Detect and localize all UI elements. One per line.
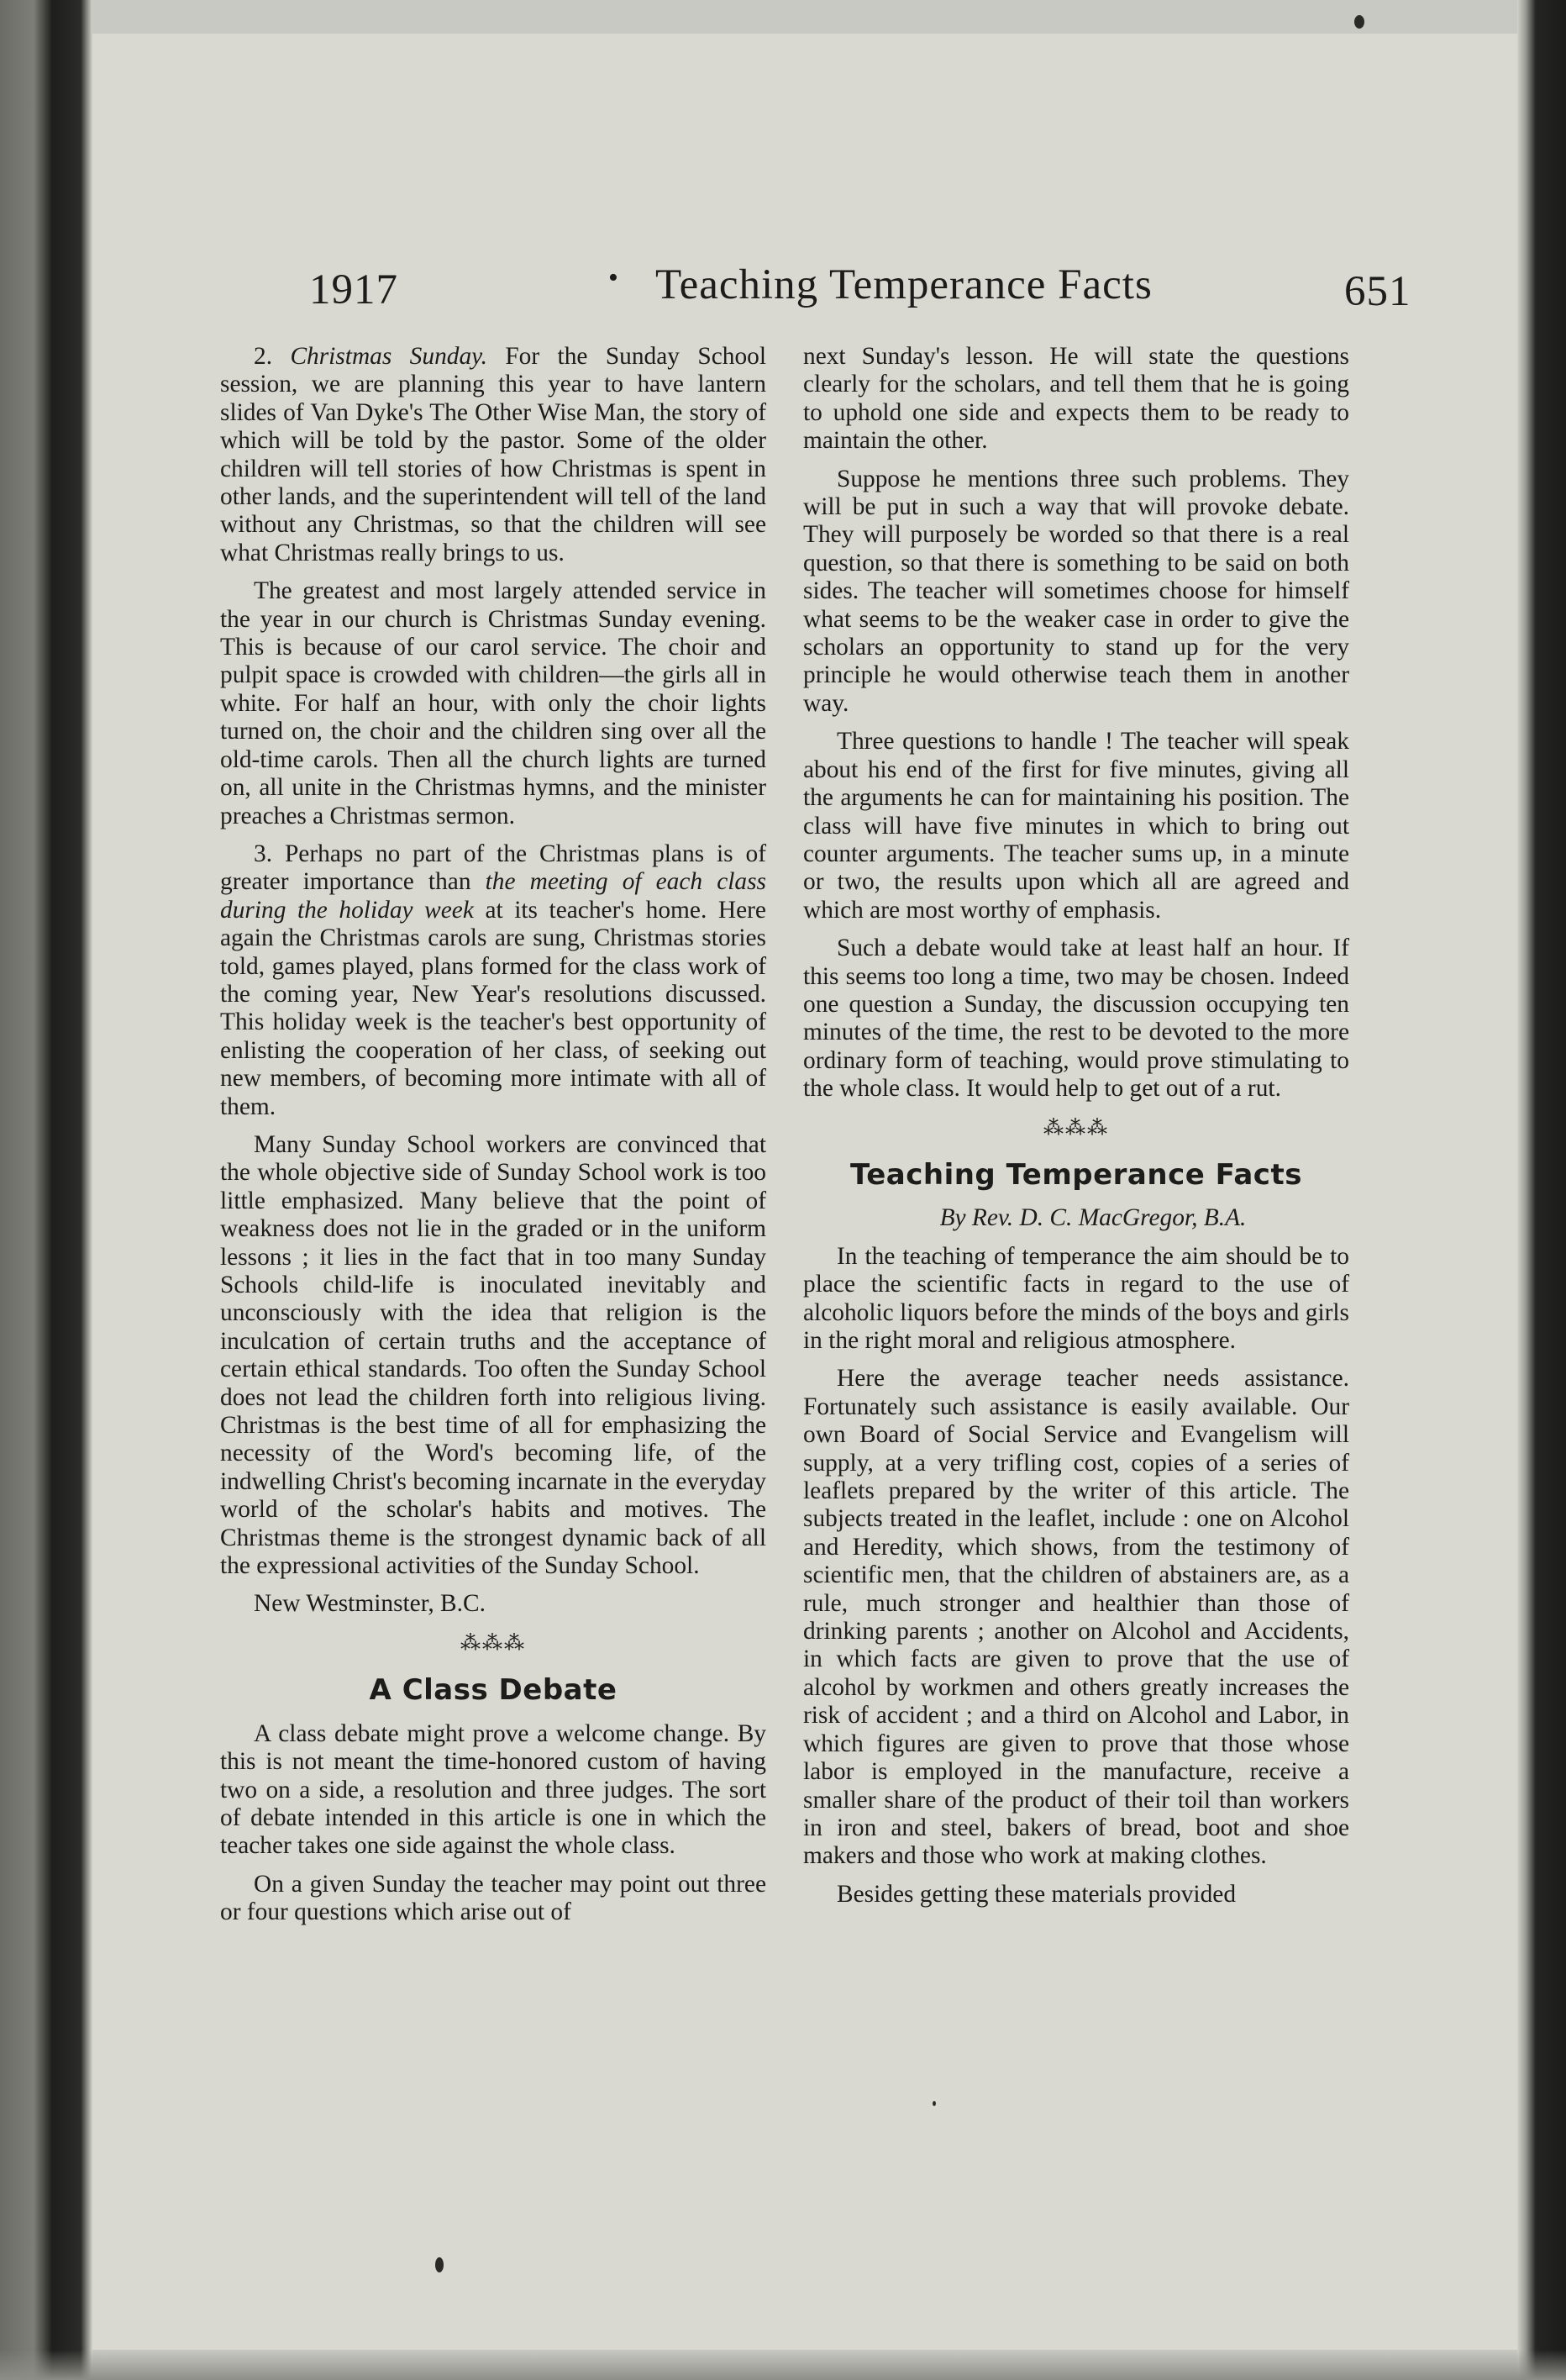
header-title: Teaching Temperance Facts [655,261,1153,308]
page-number: 651 [1344,268,1411,315]
paragraph-given-sunday: On a given Sunday the teacher may point out three or four questions which arise out of [220,1870,766,1926]
scan-bottom-edge [0,2350,1566,2380]
header-year: 1917 [309,266,398,313]
left-column [220,343,766,1937]
paragraph-christmas-sunday: 2. Christmas Sunday. For the Sunday School session, we are planning this year to have lantern slides of Van Dyke's The Other Wise Man, the story of which will be told by the pastor. Some of the older children will tell stories of how Christmas is spent in other lands, and the superintendent will tell of the land without any Christmas, so that the children will see what Christmas really brings to us. [220,343,767,566]
book-binding-left-edge [0,0,92,2380]
header-bullet: • [608,262,619,293]
section-title-temperance: Teaching Temperance Facts [850,1157,1302,1192]
paragraph-class-debate-intro: A class debate might prove a welcome change. By this is not meant the time-honored custom of having two on a side, a resolution and three judges. The sort of debate intended in this article is one in which the teacher takes one side against the whole class. [220,1719,766,1860]
running-header [309,232,1485,333]
section-title-class-debate: A Class Debate [369,1673,617,1708]
right-column [803,343,1349,1919]
dust-speck [1354,15,1364,29]
paragraph-temperance-aim: In the teaching of temperance the aim should be to place the scientific facts in regard to the use of alcoholic liquors before the minds of the boys and girls in the right moral and religious atmosphere. [803,1242,1349,1354]
signature-location: New Westminster, B.C. [254,1590,486,1618]
paragraph-three-problems: Suppose he mentions three such problems. They will be put in such a way that will provoke debate. They will purposely be worded so that there is a real question, so that there is something to be said on both sides. The teacher will sometimes choose for himself what seems to be the weaker case in order to give the scholars an opportunity to stand up for the very principle he would otherwise teach them in another way. [803,465,1349,717]
dust-speck [933,2101,936,2106]
paragraph-greatest-service: The greatest and most largely attended service in the year in our church is Christmas Sunday evening. This is because of our carol service. The choir and pulpit space is crowded with children—the girls all in white. For half an hour, with only the choir lights turned on, the choir and the children sing over all the old-time carols. Then all the church lights are turned on, all unite in the Christmas hymns, and the minister preaches a Christmas sermon. [220,577,766,829]
paragraph-three-questions: Three questions to handle ! The teacher will speak about his end of the first for five minutes, giving all the arguments he can for maintaining his position. The class will have five minutes in which to bring out counter arguments. The teacher sums up, in a minute or two, the results upon which all are agreed and which are most worthy of emphasis. [803,728,1349,924]
paragraph-debate-length: Such a debate would take at least half an hour. If this seems too long a time, two may be chosen. Indeed one question a Sunday, the discussion occupying ten minutes of the time, the rest to be devoted to the more ordinary form of teaching, would prove stimulating to the whole class. It would help to get out of a rut. [803,935,1349,1103]
section-divider-ornament: ⁂⁂⁂ [460,1632,526,1655]
paragraph-objective-side: Many Sunday School workers are convinced that the whole objective side of Sunday School work is too little emphasized. Many believe that the point of weakness does not lie in the graded or in the uniform lessons ; it lies in the fact that in too many Sunday Schools child-life is inoculated inevitably and unconsciously with the idea that religion is the inculcation of certain truths and the acceptance of certain ethical standards. Too often the Sunday School does not lead the children forth into religious living. Christmas is the best time of all for emphasizing the necessity of the Word's becoming life, of the indwelling Christ's becoming incarnate in the everyday world of the scholar's habits and motives. The Christmas theme is the strongest dynamic back of all the expressional activities of the Sunday School. [220,1130,766,1580]
paragraph-class-meeting: 3. Perhaps no part of the Christmas plans is of greater importance than the meeting of each class during the holiday week at its teacher's home. Here again the Christmas carols are sung, Christmas stories told, games played, plans formed for the class work of the coming year, New Year's resolutions discussed. This holiday week is the teacher's best opportunity of enlisting the cooperation of her class, of seeking out new members, of becoming more intimate with all of them. [220,840,766,1120]
magazine-page [92,34,1517,2350]
italic-phrase-class-meeting: the meeting of each class during the holiday week [220,868,766,924]
section-divider-ornament: ⁂⁂⁂ [1043,1117,1109,1140]
italic-heading-christmas-sunday: Christmas Sunday. [290,343,487,370]
dust-speck [435,2257,444,2272]
paragraph-next-sunday: next Sunday's lesson. He will state the questions clearly for the scholars, and tell them that he is going to uphold one side and expects them to be ready to maintain the other. [803,343,1349,455]
book-binding-right-edge [1517,0,1566,2380]
paragraph-teacher-assistance: Here the average teacher needs assistance. Fortunately such assistance is easily available. Our own Board of Social Service and Evangelism will supply, at a very trifling cost, copies of a series of leaflets prepared by the writer of this article. The subjects treated in the leaflet, include : one on Alcohol and Heredity, which shows, from the testimony of scientific men, that the children of abstainers are, as a rule, much stronger and healthier than those of drinking parents ; another on Alcohol and Accidents, in which facts are given to prove that the use of alcohol by workmen and others greatly increases the risk of accident ; and a third on Alcohol and Labor, in which figures are given to prove that those whose labor is employed in the manufacture, receive a smaller share of the product of their toil than workers in iron and steel, bakers of bread, boot and shoe makers and those who work at making clothes. [803,1365,1349,1870]
author-byline: By Rev. D. C. MacGregor, B.A. [939,1204,1247,1232]
paragraph-besides-materials: Besides getting these materials provided [837,1880,1237,1908]
